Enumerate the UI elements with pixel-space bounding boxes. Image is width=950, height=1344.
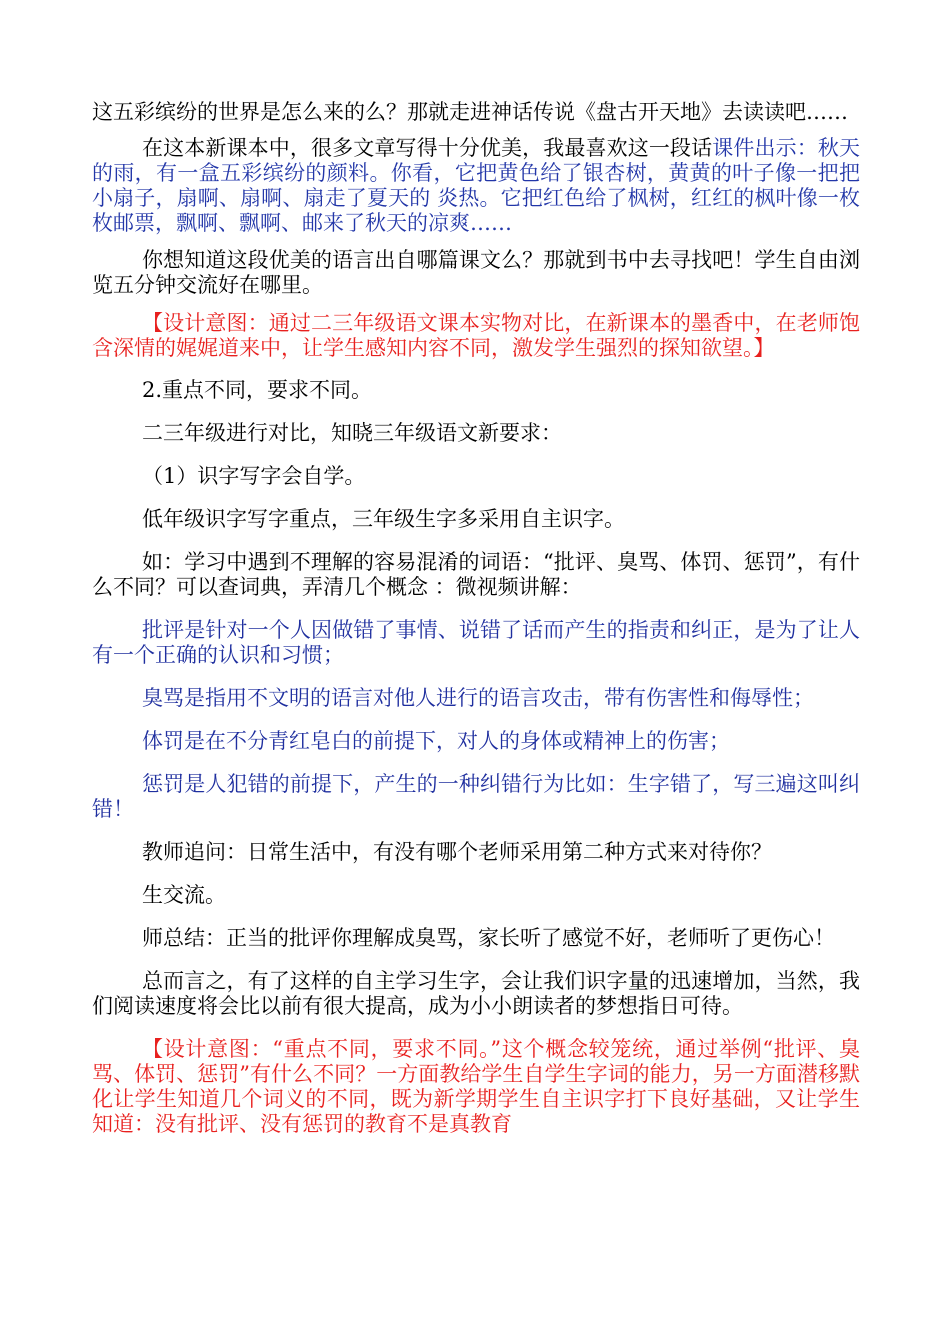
paragraph-student-exchange: 生交流。 bbox=[142, 883, 226, 907]
definition-punishment: 惩罚是人犯错的前提下，产生的一种纠错行为比如：生字错了，写三遍这叫纠错！ bbox=[92, 772, 860, 821]
favorite-passage-lead: 在这本新课本中，很多文章写得十分优美，我最喜欢这一段话 bbox=[142, 136, 713, 160]
paragraph-teacher-summary: 师总结：正当的批评你理解成臭骂，家长听了感觉不好，老师听了更伤心！ bbox=[142, 926, 835, 950]
paragraph-comparison: 二三年级进行对比，知晓三年级语文新要求： bbox=[142, 421, 562, 445]
definition-criticism: 批评是针对一个人因做错了事情、说错了话而产生的指责和纠正，是为了让人有一个正确的认识和习惯； bbox=[92, 618, 860, 667]
definition-corporal-punishment: 体罚是在不分青红皂白的前提下，对人的身体或精神上的伤害； bbox=[142, 729, 730, 753]
paragraph-conclusion: 总而言之，有了这样的自主学习生字，会让我们识字量的迅速增加，当然，我们阅读速度将会比以前有很大提高，成为小小朗读者的梦想指日可待。 bbox=[92, 969, 860, 1018]
paragraph-favorite-passage bbox=[92, 136, 860, 236]
design-intent-annotation-2: 【设计意图：“重点不同，要求不同。”这个概念较笼统，通过举例“批评、臭骂、体罚、惩罚”有什么不同？一方面教给学生自学生字词的能力，另一方面潜移默化让学生知道几个词义的不同，既为新学期学生自主识字打下良好基础，又让学生知道：没有批评、没有惩罚的教育不是真教育 bbox=[92, 1037, 860, 1136]
paragraph-intro: 这五彩缤纷的世界是怎么来的么？那就走进神话传说《盘古开天地》去读读吧…… bbox=[92, 100, 848, 124]
document-page bbox=[92, 100, 860, 1137]
courseware-quote: 课件出示：秋天的雨，有一盒五彩缤纷的颜料。你看，它把黄色给了银杏树，黄黄的叶子像一把把小扇子，扇啊、扇啊、扇走了夏天的 炎热。它把红色给了枫树，红红的枫叶像一枚枚邮票，飘啊、飘啊、邮来了秋天的凉爽…… bbox=[92, 136, 861, 235]
paragraph-example: 如：学习中遇到不理解的容易混淆的词语：“批评、臭骂、体罚、惩罚”，有什么不同？可以查词典，弄清几个概念 ：微视频讲解： bbox=[92, 550, 860, 599]
subsection-heading-1: （1）识字写字会自学。 bbox=[142, 464, 366, 488]
design-intent-annotation-1: 【设计意图：通过二三年级语文课本实物对比，在新课本的墨香中，在老师饱含深情的娓娓道来中，让学生感知内容不同，激发学生强烈的探知欲望。】 bbox=[92, 311, 860, 360]
paragraph-find-in-book: 你想知道这段优美的语言出自哪篇课文么？那就到书中去寻找吧！学生自由浏览五分钟交流好在哪里。 bbox=[92, 248, 860, 297]
definition-scolding: 臭骂是指用不文明的语言对他人进行的语言攻击，带有伤害性和侮辱性； bbox=[142, 686, 814, 710]
paragraph-teacher-question: 教师追问：日常生活中，有没有哪个老师采用第二种方式来对待你？ bbox=[142, 840, 772, 864]
paragraph-literacy-focus: 低年级识字写字重点，三年级生字多采用自主识字。 bbox=[142, 507, 625, 531]
section-heading-2: 2.重点不同，要求不同。 bbox=[142, 378, 373, 402]
